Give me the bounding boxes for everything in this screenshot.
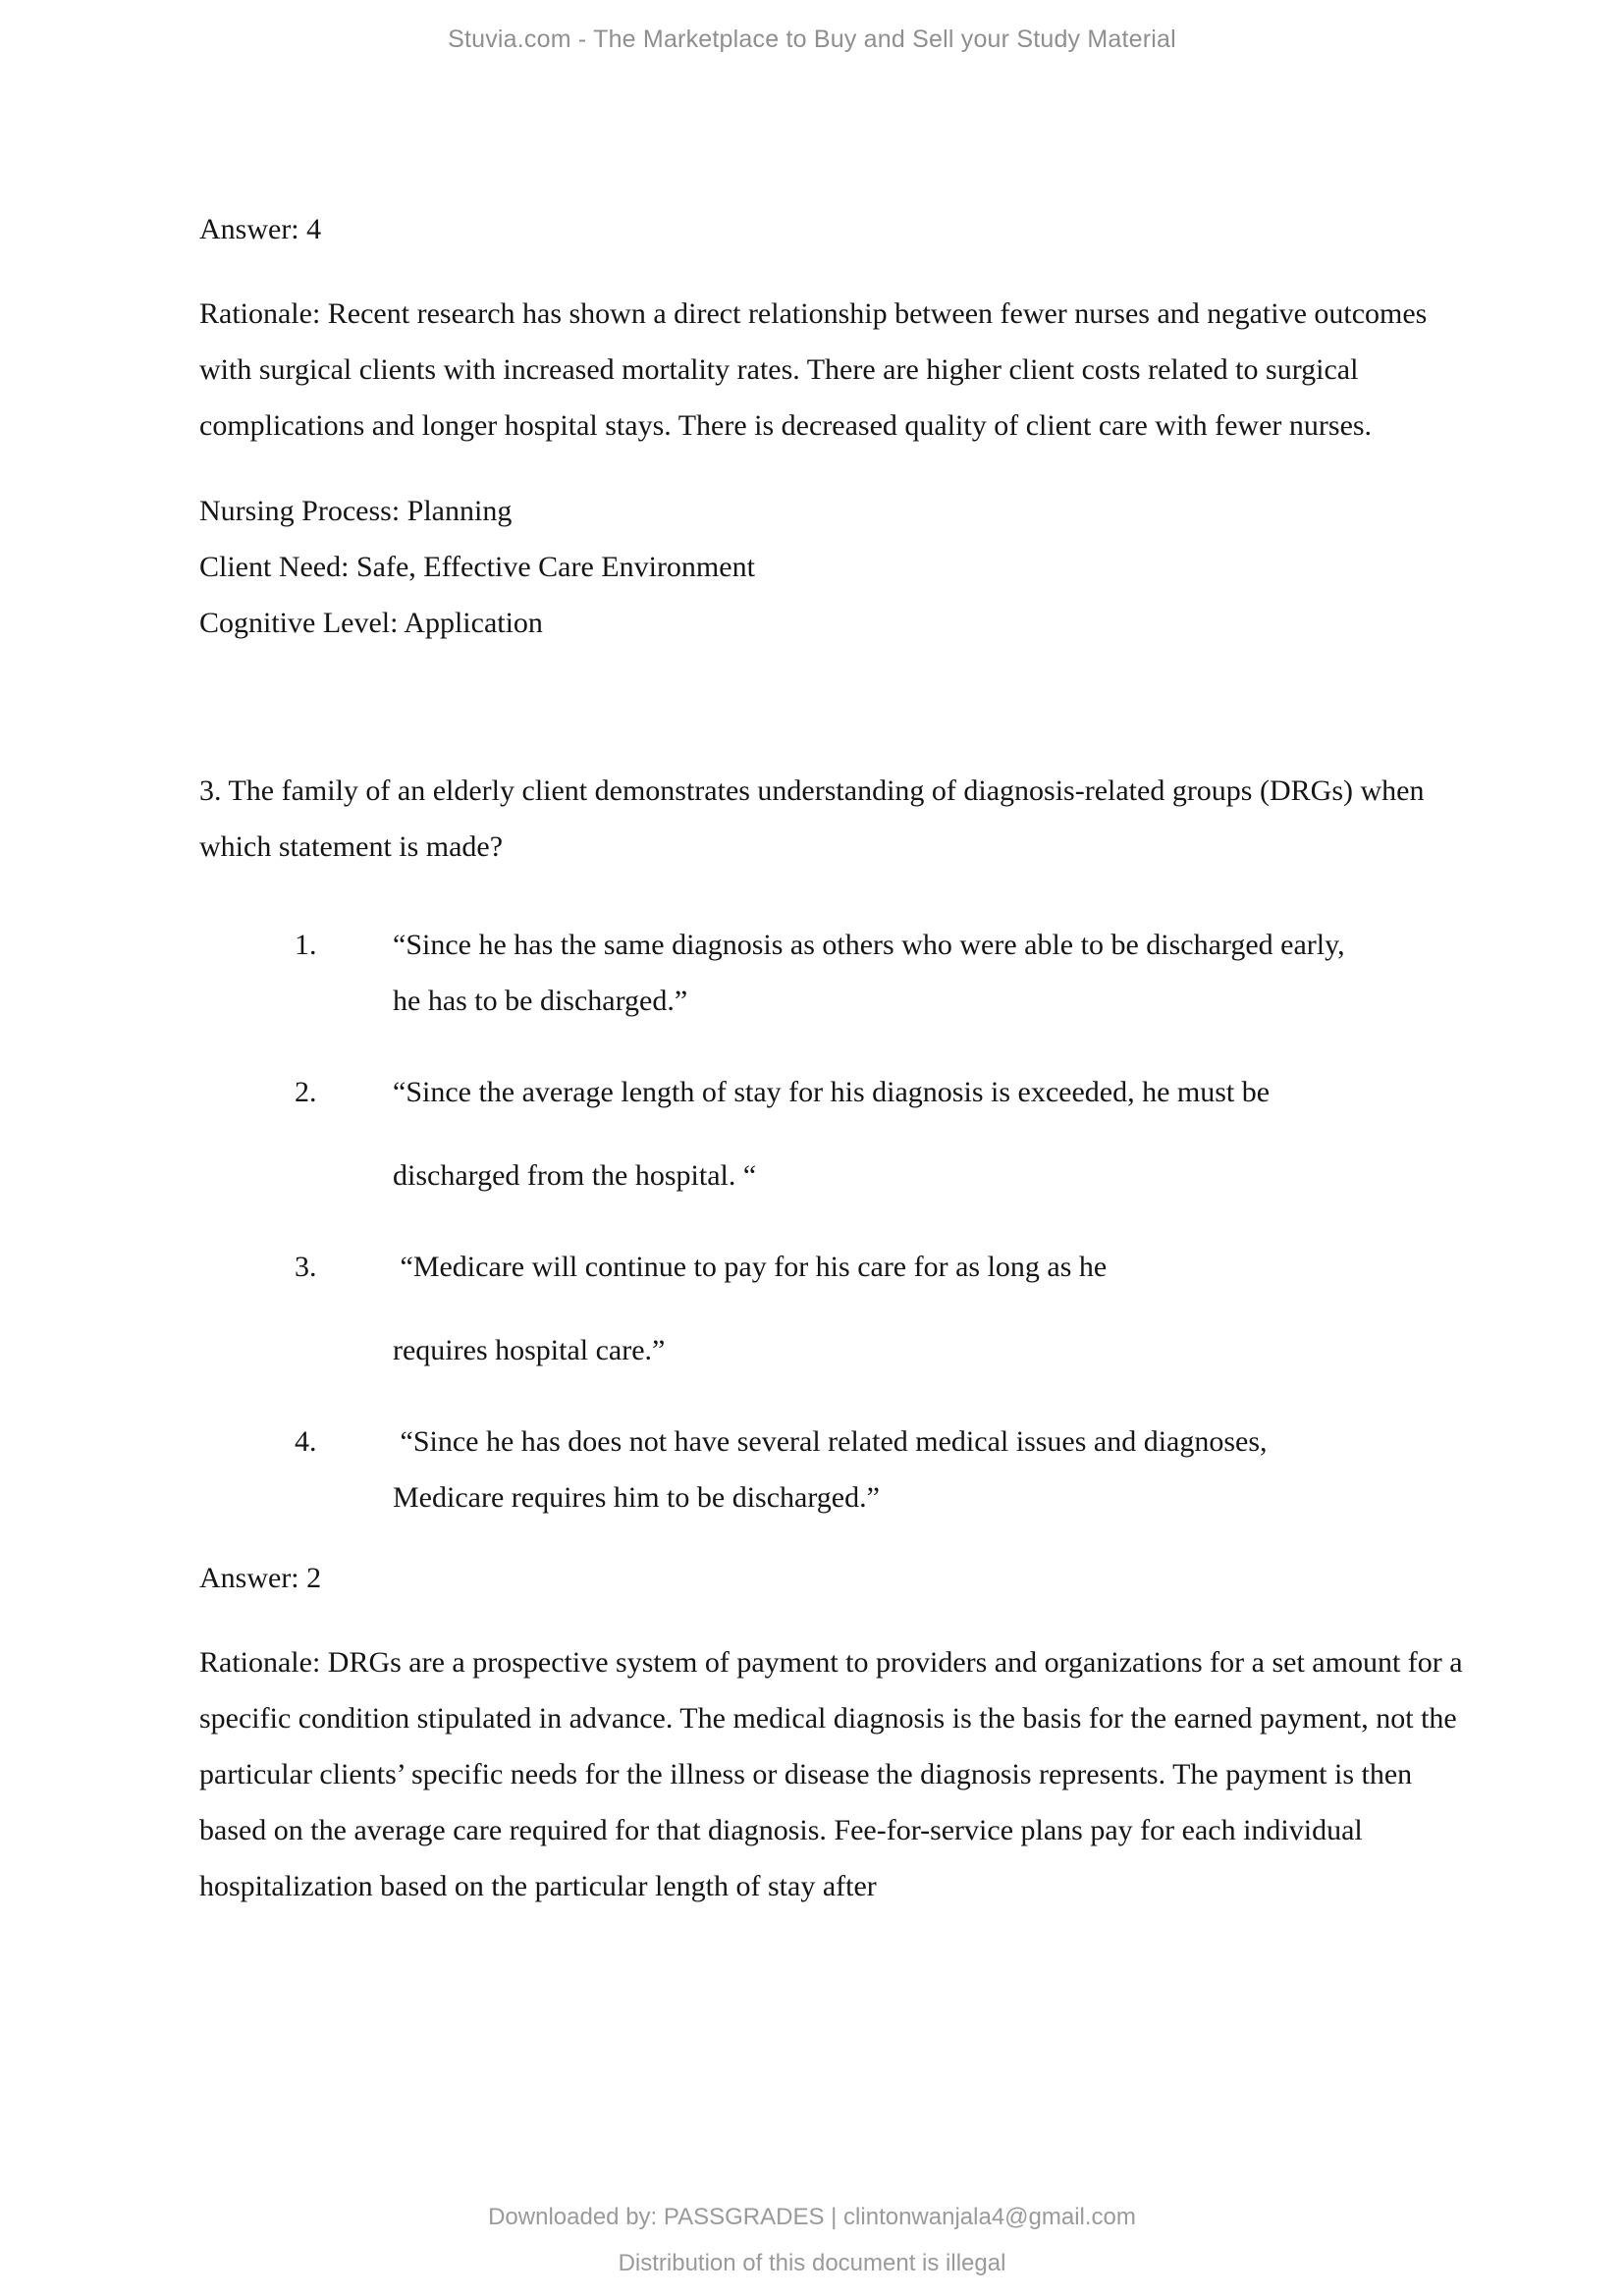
option-2-number: 2. — [295, 1076, 317, 1108]
option-3-line-1: “Medicare will continue to pay for his care for as long as he — [393, 1251, 1108, 1283]
client-need-line: Client Need: Safe, Effective Care Environment — [199, 551, 755, 583]
option-4-line-1: “Since he has does not have several related medical issues and diagnoses, — [393, 1425, 1268, 1458]
answer-options-list — [199, 917, 1476, 1525]
option-2 — [199, 1064, 1476, 1203]
page-footer — [0, 2194, 1624, 2286]
option-1 — [199, 917, 1476, 1029]
answer-line-2: Answer: 2 — [199, 1562, 322, 1594]
option-2-line-2: discharged from the hospital. “ — [393, 1159, 757, 1192]
footer-warning: Distribution of this document is illegal — [618, 2250, 1006, 2276]
document-content — [199, 201, 1476, 1944]
option-1-text — [393, 917, 1476, 1029]
option-2-line-1: “Since the average length of stay for his diagnosis is exceeded, he must be — [393, 1076, 1271, 1108]
option-3-line-2: requires hospital care.” — [393, 1334, 666, 1366]
question-metadata — [199, 483, 1476, 651]
option-3-number: 3. — [295, 1251, 317, 1283]
option-1-number: 1. — [295, 929, 317, 961]
option-3 — [199, 1239, 1476, 1378]
option-4-text — [393, 1414, 1476, 1525]
question-text: 3. The family of an elderly client demonstrates understanding of diagnosis-related groups (DRGs) when which statement is made? — [199, 774, 1425, 863]
cognitive-level-line: Cognitive Level: Application — [199, 607, 543, 639]
answer-line-1: Answer: 4 — [199, 213, 322, 245]
option-4-number: 4. — [295, 1425, 317, 1458]
option-1-line-1: “Since he has the same diagnosis as others who were able to be discharged early, — [393, 929, 1345, 961]
option-2-text — [393, 1064, 1476, 1203]
footer-downloaded-by: Downloaded by: PASSGRADES | clintonwanjala4@gmail.com — [488, 2204, 1136, 2230]
option-1-line-2: he has to be discharged.” — [393, 985, 688, 1017]
option-4 — [199, 1414, 1476, 1525]
option-3-text — [393, 1239, 1476, 1378]
option-4-line-2: Medicare requires him to be discharged.” — [393, 1481, 880, 1514]
page-header — [0, 26, 1624, 54]
nursing-process-line: Nursing Process: Planning — [199, 495, 513, 527]
site-watermark-text: Stuvia.com - The Marketplace to Buy and Sell your Study Material — [448, 26, 1176, 53]
rationale-paragraph-1: Rationale: Recent research has shown a direct relationship between fewer nurses and negative outcomes with surgical clients with increased mortality rates. There are higher client costs related to surgical complications and longer hospital stays. There is decreased quality of client care with fewer nurses. — [199, 297, 1428, 442]
rationale-paragraph-2: Rationale: DRGs are a prospective system of payment to providers and organizations for a set amount for a specific condition stipulated in advance. The medical diagnosis is the basis for the earned payment, not the particular clients’ specific needs for the illness or disease the diagnosis represents. The payment is then based on the average care required for that diagnosis. Fee-for-service plans pay for each individual hospitalization based on the particular length of stay after — [199, 1646, 1463, 1902]
